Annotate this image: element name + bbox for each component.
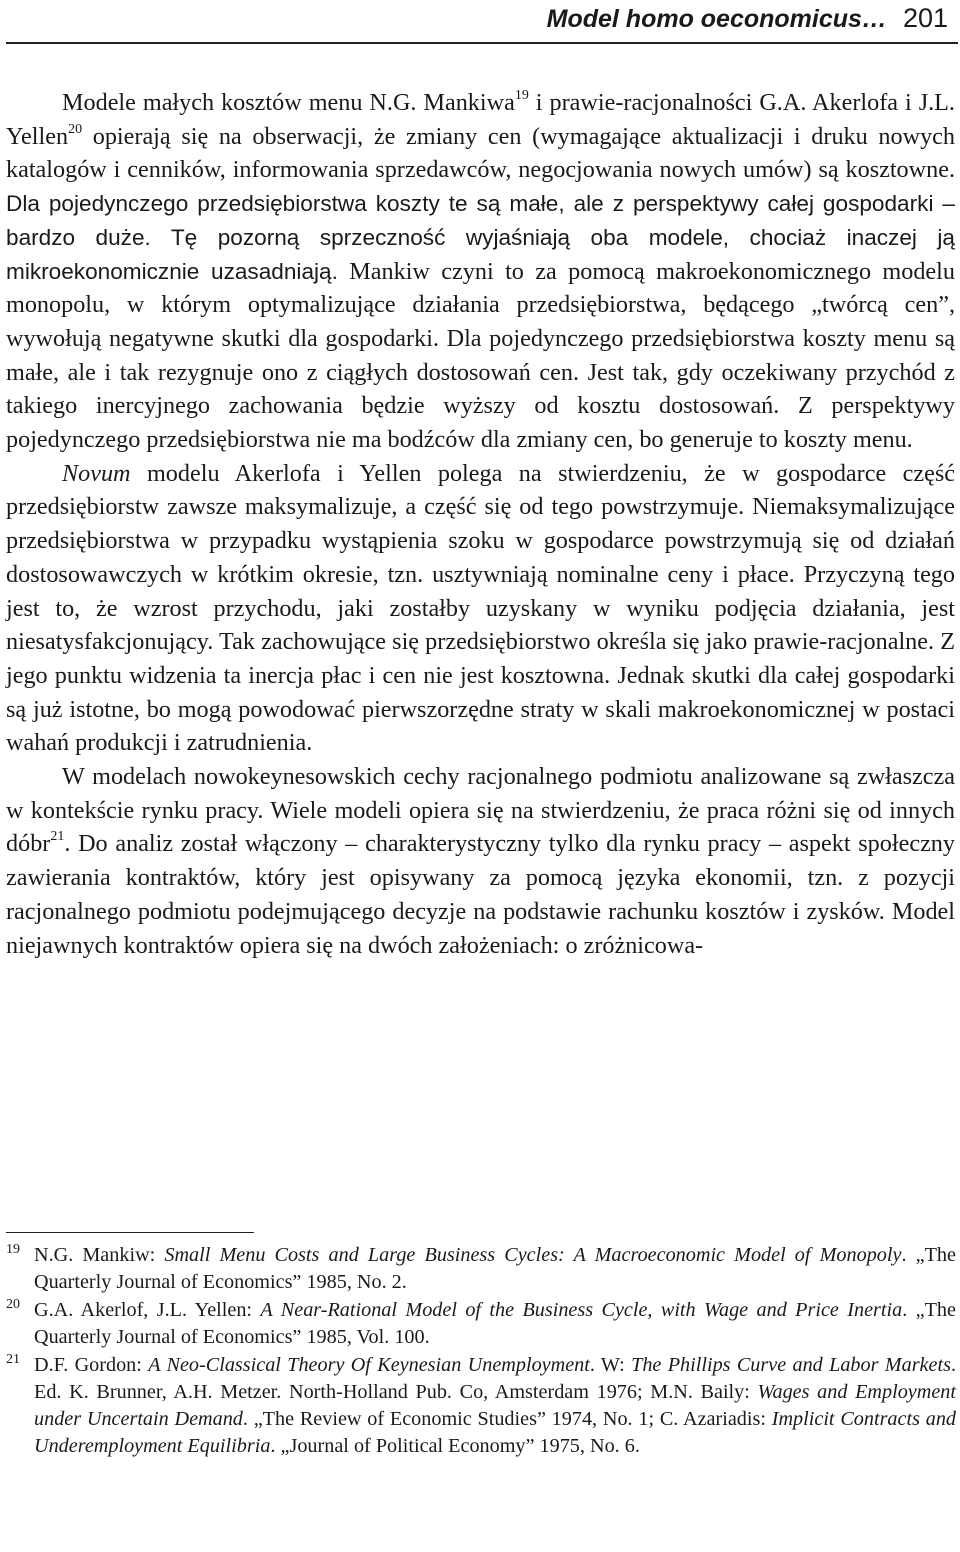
footnote-rule bbox=[6, 1232, 254, 1233]
footnote-ref-20[interactable]: 20 bbox=[68, 121, 83, 137]
text-run: modelu Akerlofa i Yellen polega na stwierdzeniu, że w gospodarce część przedsiębiorstw zawsze maksymalizuje, a część się od tego powstrzymuje. Niemaksymalizujące przedsiębiorstwa w przypadku wystąpienia szoku w gospodarce powstrzymują się od działań dostosowawczych w krótkim okresie, tzn. usztywniają nominalne ceny i płace. Przyczyną tego jest to, że wzrost przychodu, jaki zostałby uzyskany w wyniku podjęcia działania, jest niesatysfakcjonujący. Tak zachowujące się przedsiębiorstwo określa się jako prawie-racjonalne. Z jego punktu widzenia ta inercja płac i cen nie jest kosztowna. Jednak skutki dla całej gospodarki są już istotne, bo mogą powodować pierwszorzędne straty w skali makroekonomicznej w postaci wahań produkcji i zatrudnienia. bbox=[6, 459, 955, 757]
paragraph-2 bbox=[6, 457, 955, 760]
footnote-text: . „Journal of Political Economy” 1975, No. 6. bbox=[270, 1435, 640, 1457]
footnote-20 bbox=[6, 1297, 956, 1351]
footnote-ref-19[interactable]: 19 bbox=[514, 88, 529, 103]
footnote-title: The Phillips Curve and Labor Markets bbox=[631, 1354, 951, 1376]
footnote-title: Small Menu Costs and Large Business Cycles: A Macroeconomic Model of Monopoly bbox=[164, 1244, 902, 1266]
page-number: 201 bbox=[902, 3, 948, 33]
text-run: opierają się na obserwacji, że zmiany cen (wymagające aktualizacji i druku nowych katalogów i cenników, informowania sprzedawców, negocjowania nowych umów) są kosztowne. bbox=[6, 122, 955, 184]
paragraph-3 bbox=[6, 760, 955, 962]
footnote-source: . „The Quarterly Journal of Economics” 1985, No. 2. bbox=[34, 1244, 956, 1293]
text-run: W modelach nowokeynesowskich cechy racjonalnego podmiotu analizowane są zwłaszcza w kontekście rynku pracy. Wiele modeli opiera się na stwierdzeniu, że praca różni się od innych dóbr bbox=[6, 763, 955, 858]
footnote-ref-21[interactable]: 21 bbox=[50, 829, 65, 845]
text-run: Modele małych kosztów menu N.G. Mankiwa bbox=[62, 89, 515, 116]
footnote-title: Implicit Contracts and Underemployment Equilibria bbox=[34, 1408, 957, 1457]
footnote-text: . W: bbox=[589, 1354, 632, 1376]
footnote-19 bbox=[6, 1242, 956, 1296]
page-header bbox=[0, 2, 948, 35]
footnote-number: 19 bbox=[6, 1242, 20, 1257]
footnote-text: . „The Review of Economic Studies” 1974, No. 1; C. Azariadis: bbox=[242, 1408, 772, 1430]
footnote-title: Wages and Employment under Uncertain Demand bbox=[34, 1381, 956, 1430]
text-run: i prawie-racjonalności G.A. Akerlofa i J.L. Yellen bbox=[6, 89, 955, 150]
novum-term: Novum bbox=[62, 459, 131, 487]
footnote-source: . „The Quarterly Journal of Economics” 1985, Vol. 100. bbox=[34, 1299, 956, 1348]
body-text bbox=[6, 86, 955, 962]
text-run: . Do analiz został włączony – charakterystyczny tylko dla rynku pracy – aspekt społeczny zawierania kontraktów, który jest opisywany za pomocą języka ekonomii, tzn. z pozycji racjonalnego podmiotu podejmującego decyzje na podstawie rachunku kosztów i zysków. Model niejawnych kontraktów opiera się na dwóch założeniach: o zróżnicowa- bbox=[6, 830, 955, 959]
footnote-author: N.G. Mankiw: bbox=[34, 1244, 165, 1266]
footnote-text: . Ed. K. Brunner, A.H. Metzer. North-Holland Pub. Co, Amsterdam 1976; M.N. Baily: bbox=[34, 1354, 956, 1403]
footnote-title: A Near-Rational Model of the Business Cycle, with Wage and Price Inertia bbox=[260, 1299, 903, 1321]
header-rule bbox=[6, 42, 958, 44]
footnote-text: D.F. Gordon: bbox=[34, 1354, 149, 1376]
footnote-number: 21 bbox=[6, 1352, 20, 1367]
text-run-sans: Dla pojedynczego przedsiębiorstwa koszty te są małe, ale z perspektywy całej gospodarki – bardzo duże. Tę pozorną sprzeczność wyjaśniają oba modele, chociaż inaczej ją mikroekonomicznie uzasadniają. bbox=[6, 191, 955, 284]
footnote-21 bbox=[6, 1352, 956, 1460]
paragraph-1 bbox=[6, 86, 955, 457]
footnote-number: 20 bbox=[6, 1297, 20, 1312]
text-run: Mankiw czyni to za pomocą makroekonomicznego modelu monopolu, w którym optymalizujące działania przedsiębiorstwa, będącego „twórcą cen”, wywołują negatywne skutki dla gospodarki. Dla pojedynczego przedsiębiorstwa koszty menu są małe, ale i tak rezygnuje ono z ciągłych dostosowań cen. Jest tak, gdy oczekiwany przychód z takiego inercyjnego zachowania będzie wyższy od kosztu dostosowań. Z perspektywy pojedynczego przedsiębiorstwa nie ma bodźców dla zmiany cen, bo generuje to koszty menu. bbox=[6, 257, 955, 454]
footnote-title: A Neo-Classical Theory Of Keynesian Unemployment bbox=[148, 1354, 590, 1376]
footnotes bbox=[6, 1242, 956, 1460]
footnote-author: G.A. Akerlof, J.L. Yellen: bbox=[34, 1299, 261, 1321]
running-title: Model homo oeconomicus… bbox=[546, 5, 887, 33]
